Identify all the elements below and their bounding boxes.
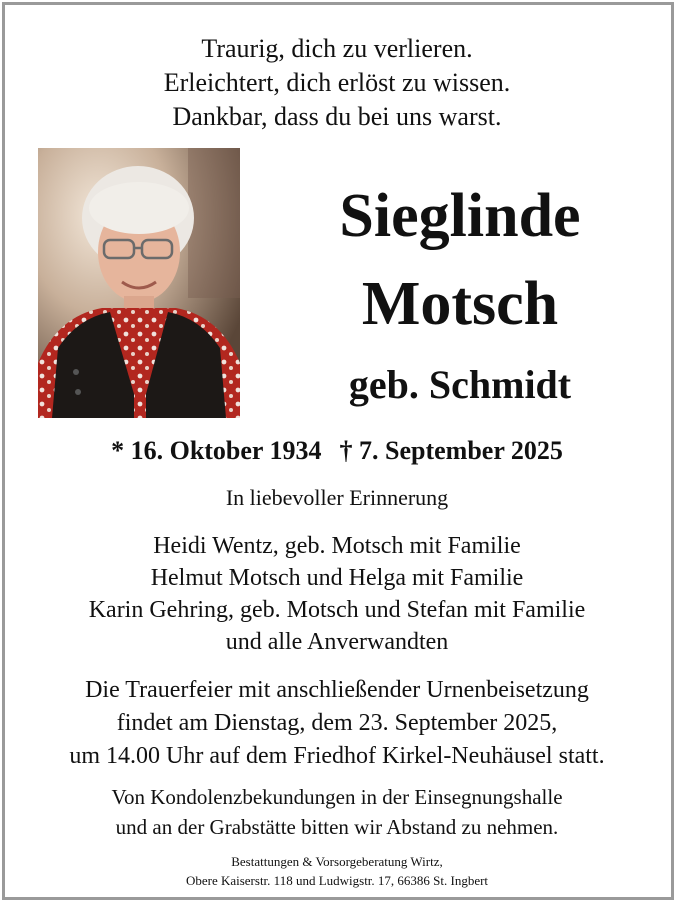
- life-dates: [0, 433, 674, 469]
- portrait-photo: [38, 148, 240, 418]
- poem-line-1: Traurig, dich zu verlieren.: [201, 34, 473, 63]
- death-date: † 7. September 2025: [339, 436, 563, 465]
- first-name: Sieglinde: [339, 182, 581, 250]
- mourners-list: [0, 530, 674, 658]
- ceremony-line: Die Trauerfeier mit anschließender Urnenbeisetzung: [85, 677, 589, 703]
- condolence-line: und an der Grabstätte bitten wir Abstand zu nehmen.: [115, 815, 559, 839]
- birth-date: * 16. Oktober 1934: [111, 436, 322, 465]
- funeral-home-info: [0, 852, 674, 890]
- mourner-line: Karin Gehring, geb. Motsch und Stefan mit Familie: [88, 597, 586, 623]
- ceremony-line: findet am Dienstag, dem 23. September 2025,: [116, 710, 558, 736]
- memory-line: In liebevoller Erinnerung: [225, 485, 449, 510]
- mourner-line: Heidi Wentz, geb. Motsch mit Familie: [153, 533, 521, 559]
- maiden-name: geb. Schmidt: [348, 362, 572, 407]
- ceremony-line: um 14.00 Uhr auf dem Friedhof Kirkel-Neuhäusel statt.: [69, 743, 605, 769]
- condolence-line: Von Kondolenzbekundungen in der Einsegnungshalle: [111, 785, 563, 809]
- portrait-illustration: [38, 148, 240, 418]
- poem-line-2: Erleichtert, dich erlöst zu wissen.: [163, 68, 511, 97]
- condolence-notice: [0, 782, 674, 842]
- last-name: Motsch: [361, 270, 559, 338]
- funeral-home-line: Bestattungen & Vorsorgeberatung Wirtz,: [231, 854, 443, 869]
- mourner-line: Helmut Motsch und Helga mit Familie: [150, 565, 524, 591]
- ceremony-notice: [0, 674, 674, 773]
- mourner-line: und alle Anverwandten: [225, 629, 449, 655]
- poem: [0, 32, 674, 134]
- poem-line-3: Dankbar, dass du bei uns warst.: [172, 102, 502, 131]
- funeral-home-line: Obere Kaiserstr. 118 und Ludwigstr. 17, 66386 St. Ingbert: [185, 873, 489, 888]
